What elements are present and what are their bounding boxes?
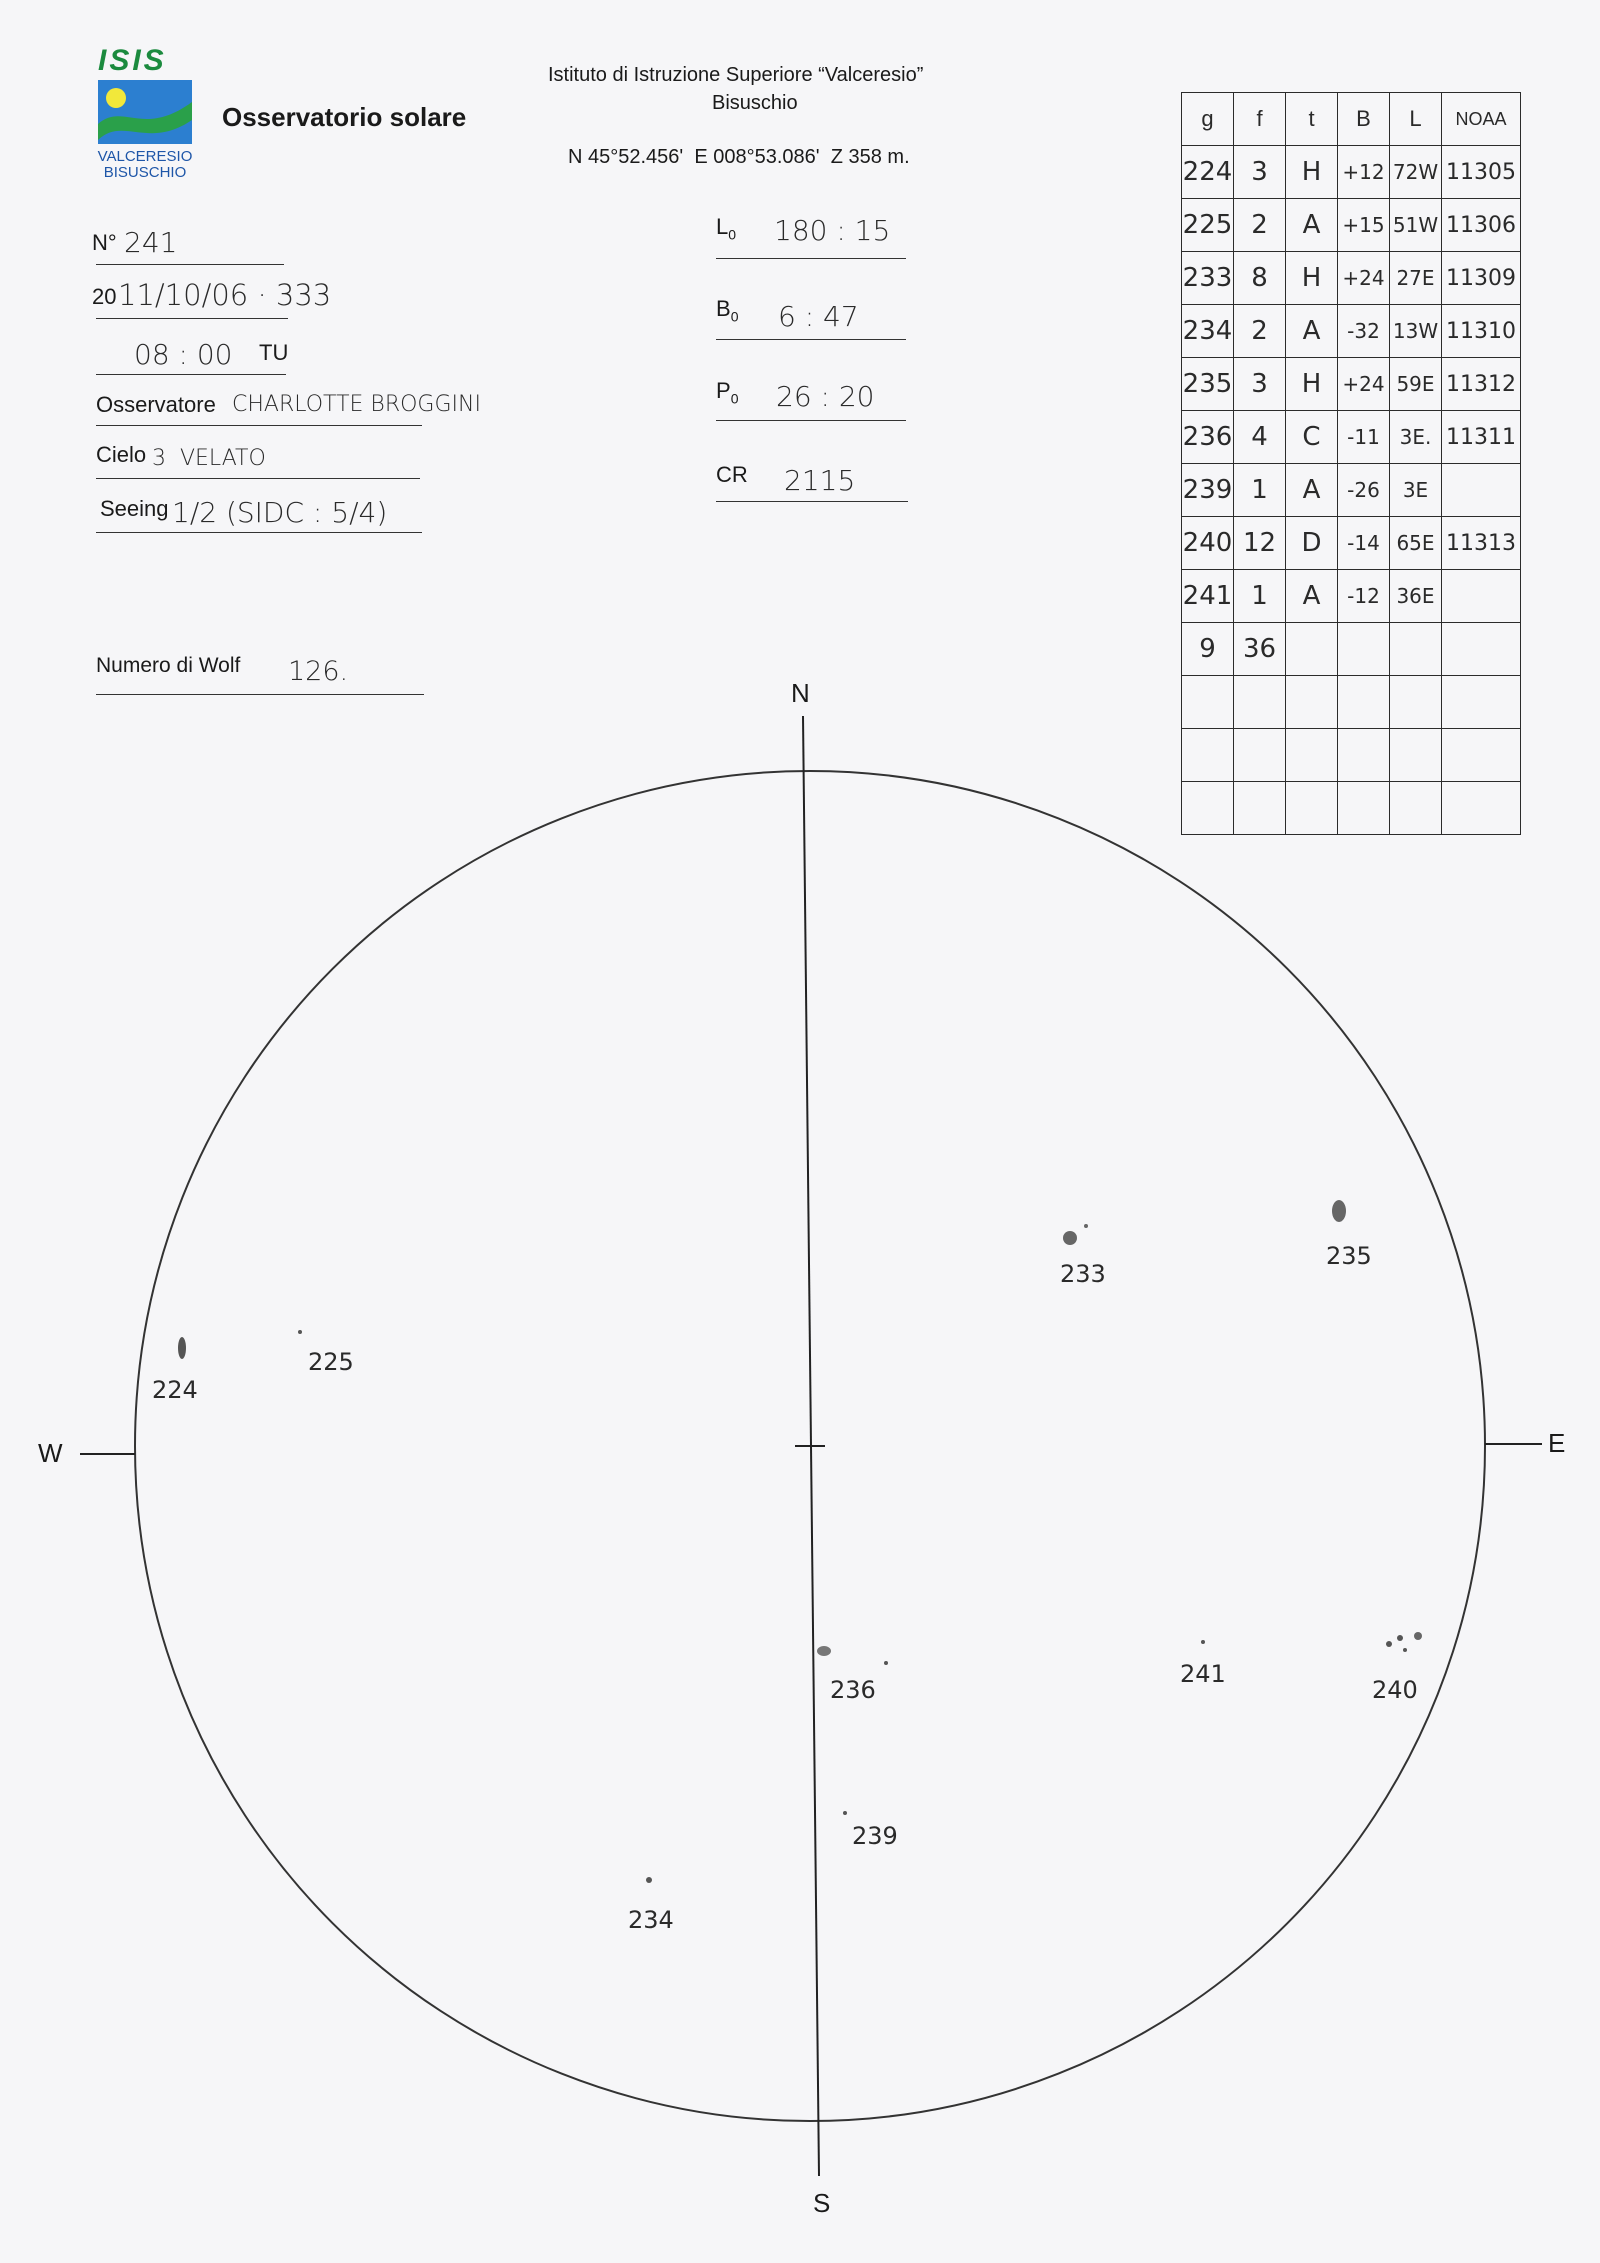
- l0-letter: L: [716, 214, 729, 239]
- table-cell: 72W: [1390, 146, 1442, 199]
- table-cell: 11309: [1442, 252, 1521, 305]
- table-cell: 239: [1182, 464, 1234, 517]
- table-cell: 36E: [1390, 570, 1442, 623]
- table-cell: H: [1286, 252, 1338, 305]
- spot-label-224: 224: [152, 1376, 198, 1404]
- seeing-label: Seeing: [100, 496, 169, 521]
- table-cell: H: [1286, 358, 1338, 411]
- time-value: 08 : 00: [134, 338, 233, 371]
- table-cell: 225: [1182, 199, 1234, 252]
- table-cell: -12: [1338, 570, 1390, 623]
- table-cell: 11310: [1442, 305, 1521, 358]
- number-value: 241: [124, 226, 178, 259]
- observatory-coords: N 45°52.456' E 008°53.086' Z 358 m.: [568, 146, 910, 168]
- table-cell: C: [1286, 411, 1338, 464]
- table-cell: 4: [1234, 411, 1286, 464]
- north-label: N: [791, 678, 810, 708]
- time-unit: TU: [259, 340, 289, 365]
- number-label: N°: [92, 230, 117, 255]
- table-cell: 11311: [1442, 411, 1521, 464]
- header-t: t: [1286, 93, 1338, 146]
- spot-233-dot: [1084, 1224, 1088, 1228]
- date-value: 11/10/06 · 333: [118, 278, 332, 312]
- south-label: S: [813, 2188, 831, 2218]
- logo-text-1: VALCERESIO: [97, 148, 193, 165]
- table-cell: 233: [1182, 252, 1234, 305]
- logo-top-text: ISIS: [98, 44, 167, 77]
- table-cell: 236: [1182, 411, 1234, 464]
- table-cell: 241: [1182, 570, 1234, 623]
- table-cell: -26: [1338, 464, 1390, 517]
- wolf-value: 126.: [288, 656, 349, 687]
- spot-label-235: 235: [1326, 1242, 1372, 1270]
- spot-239-mark: [843, 1811, 847, 1815]
- seeing-value: 1/2 (SIDC : 5/4): [172, 496, 388, 529]
- table-cell: -11: [1338, 411, 1390, 464]
- table-cell: A: [1286, 305, 1338, 358]
- table-cell: 9: [1182, 623, 1234, 676]
- spot-225-mark: [298, 1330, 302, 1334]
- l0-subscript: 0: [728, 226, 737, 243]
- logo-text-2: BISUSCHIO: [103, 164, 187, 181]
- table-cell: 224: [1182, 146, 1234, 199]
- observer-label: Osservatore: [96, 392, 216, 417]
- table-cell: 235: [1182, 358, 1234, 411]
- cr-value: 2115: [784, 464, 856, 497]
- table-cell: 11305: [1442, 146, 1521, 199]
- institute-town: Bisuschio: [712, 92, 798, 114]
- p0-value: 26 : 20: [776, 380, 875, 413]
- sky-value: 3 VELATO: [152, 446, 266, 471]
- spot-240-mark-d: [1403, 1648, 1407, 1652]
- spot-label-241: 241: [1180, 1660, 1226, 1688]
- spot-label-240: 240: [1372, 1676, 1418, 1704]
- page-title: Osservatorio solare: [222, 102, 467, 132]
- date-prefix: 20: [92, 284, 117, 309]
- table-cell: 12: [1234, 517, 1286, 570]
- table-cell: 8: [1234, 252, 1286, 305]
- spot-241-mark: [1201, 1640, 1205, 1644]
- east-label: E: [1548, 1428, 1566, 1458]
- spot-224-mark: [178, 1337, 186, 1359]
- table-cell: 65E: [1390, 517, 1442, 570]
- table-cell: -14: [1338, 517, 1390, 570]
- observer-value: CHARLOTTE BROGGINI: [232, 392, 481, 417]
- table-cell: +24: [1338, 358, 1390, 411]
- header-noaa: NOAA: [1442, 93, 1521, 146]
- cr-label: CR: [716, 462, 748, 487]
- table-cell: A: [1286, 570, 1338, 623]
- table-cell: 59E: [1390, 358, 1442, 411]
- institute-name: Istituto di Istruzione Superiore “Valceresio”: [548, 64, 924, 86]
- table-cell: 3E.: [1390, 411, 1442, 464]
- table-cell: H: [1286, 146, 1338, 199]
- spot-240-mark-a: [1386, 1641, 1392, 1647]
- wolf-label: Numero di Wolf: [96, 654, 241, 677]
- l0-value: 180 : 15: [774, 214, 891, 247]
- spot-label-236: 236: [830, 1676, 876, 1704]
- table-cell: 11312: [1442, 358, 1521, 411]
- table-cell: 2: [1234, 305, 1286, 358]
- table-cell: 51W: [1390, 199, 1442, 252]
- header-b: B: [1338, 93, 1390, 146]
- spot-236-mark: [817, 1646, 831, 1656]
- west-label: W: [38, 1438, 63, 1468]
- table-cell: 11306: [1442, 199, 1521, 252]
- table-cell: 240: [1182, 517, 1234, 570]
- b0-value: 6 : 47: [778, 300, 859, 333]
- table-cell: 11313: [1442, 517, 1521, 570]
- spot-235-mark: [1332, 1200, 1346, 1222]
- table-cell: 3: [1234, 146, 1286, 199]
- spot-label-234: 234: [628, 1906, 674, 1934]
- header-g: g: [1182, 93, 1234, 146]
- table-cell: -32: [1338, 305, 1390, 358]
- spot-240-mark-b: [1397, 1635, 1403, 1641]
- spot-label-239: 239: [852, 1822, 898, 1850]
- sky-label: Cielo: [96, 442, 147, 467]
- table-cell: 234: [1182, 305, 1234, 358]
- table-cell: D: [1286, 517, 1338, 570]
- header-f: f: [1234, 93, 1286, 146]
- table-cell: 1: [1234, 464, 1286, 517]
- table-cell: 2: [1234, 199, 1286, 252]
- header-l: L: [1390, 93, 1442, 146]
- p0-subscript: 0: [730, 390, 739, 407]
- table-cell: A: [1286, 464, 1338, 517]
- table-cell: A: [1286, 199, 1338, 252]
- table-cell: +24: [1338, 252, 1390, 305]
- spot-233-mark: [1063, 1231, 1077, 1245]
- spot-label-233: 233: [1060, 1260, 1106, 1288]
- table-cell: 13W: [1390, 305, 1442, 358]
- spot-label-225: 225: [308, 1348, 354, 1376]
- table-cell: 1: [1234, 570, 1286, 623]
- b0-letter: B: [716, 296, 731, 321]
- table-cell: +15: [1338, 199, 1390, 252]
- table-cell: 27E: [1390, 252, 1442, 305]
- table-cell: 3: [1234, 358, 1286, 411]
- table-cell: 36: [1234, 623, 1286, 676]
- spot-240-mark-c: [1414, 1632, 1422, 1640]
- table-cell: +12: [1338, 146, 1390, 199]
- table-cell: 3E: [1390, 464, 1442, 517]
- spot-234-mark: [646, 1877, 652, 1883]
- p0-letter: P: [716, 378, 731, 403]
- spot-236-dot: [884, 1661, 888, 1665]
- b0-subscript: 0: [730, 308, 739, 325]
